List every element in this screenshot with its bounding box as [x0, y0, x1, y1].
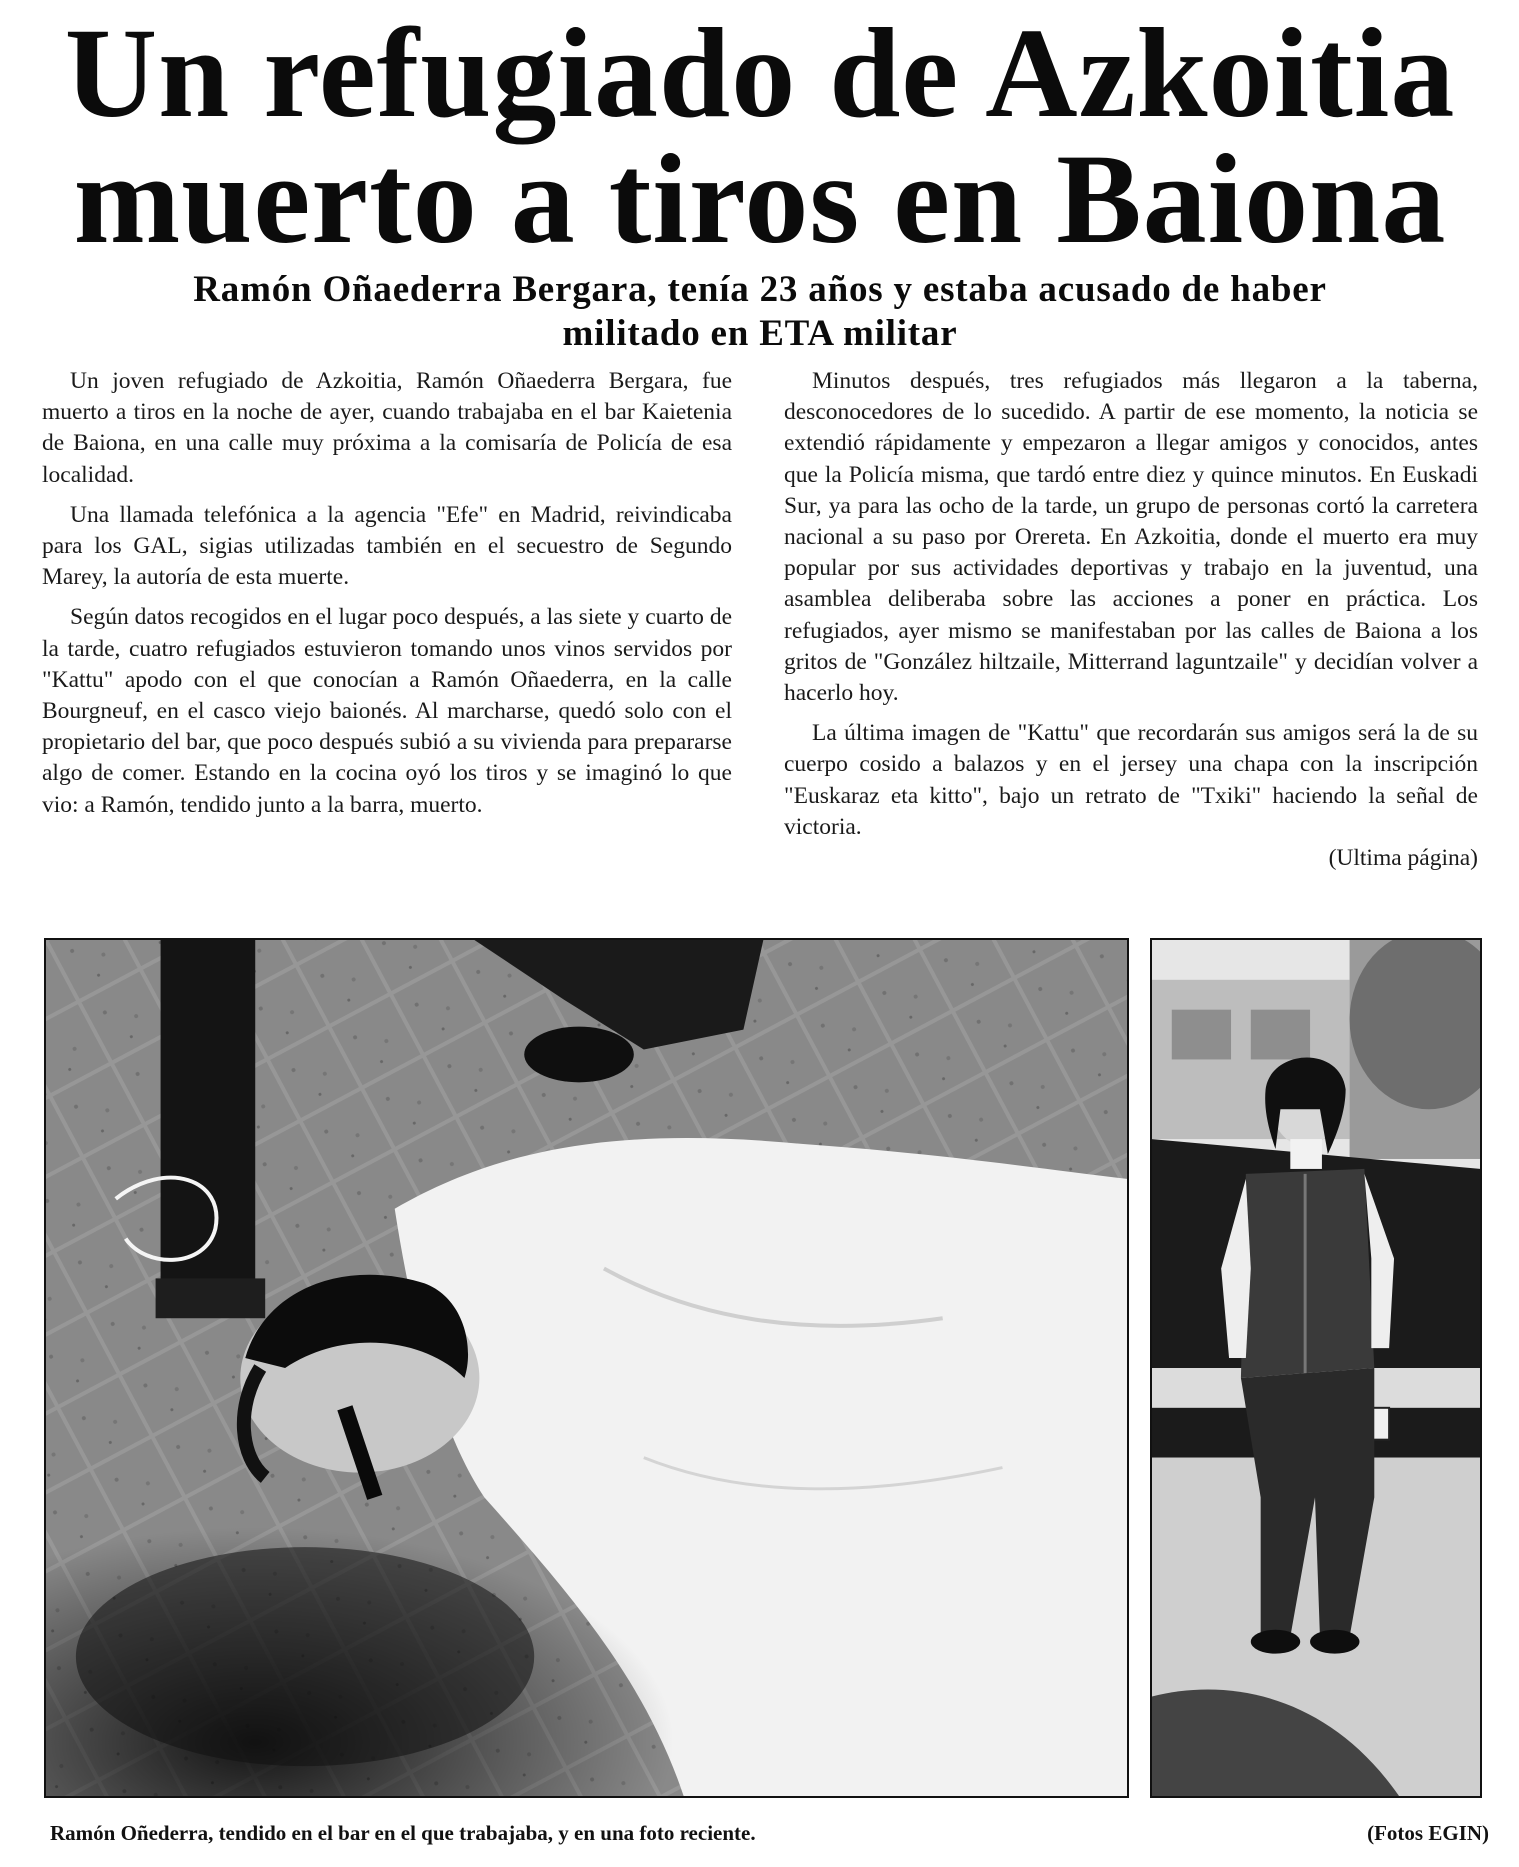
- paragraph: Según datos recogidos en el lugar poco después, a las siete y cuarto de la tarde, cuatro refugiados estuvieron tomando unos vinos servidos por "Kattu" apodo con el que conocían a Ramón Oñaederra, en la calle Bourgneuf, en el casco viejo baionés. Al marcharse, quedó solo con el propietario del bar, que poco después subió a su vivienda para prepararse algo de comer. Estando en la cocina oyó los tiros y se imaginó lo que vio: a Ramón, tendido junto a la barra, muerto.: [42, 604, 732, 818]
- paragraph: La última imagen de "Kattu" que recordarán sus amigos será la de su cuerpo cosido a balazos y en el jersey una chapa con la inscripción "Euskaraz eta kitto", bajo un retrato de "Txiki" haciendo la señal de victoria.: [784, 720, 1478, 840]
- paragraph: Una llamada telefónica a la agencia "Efe" en Madrid, reivindicaba para los GAL, sigias utilizadas también en el secuestro de Segundo Marey, la autoría de esta muerte.: [42, 501, 732, 591]
- paragraph: Minutos después, tres refugiados más llegaron a la taberna, desconocedores de lo sucedido. A partir de ese momento, la noticia se extendió rápidamente y empezaron a llegar amigos y conocidos, antes que la Policía misma, que tardó entre diez y quince minutos. En Euskadi Sur, ya para las ocho de la tarde, un grupo de personas cortó la carretera nacional a su paso por Orereta. En Azkoitia, donde el muerto era muy popular por sus actividades deportivas y trabajo en la juventud, una asamblea deliberaba sobre las acciones a poner en práctica. Los refugiados, ayer mismo se manifestaban por las calles de Baiona a los gritos de "González hiltzaile, Mitterrand laguntzaile" y decidían volver a hacerlo hoy.: [784, 368, 1478, 707]
- photo-crime-scene: [44, 938, 1129, 1798]
- photo-credit: (Fotos EGIN): [1367, 1821, 1489, 1845]
- subheadline-line-1: Ramón Oñaederra Bergara, tenía 23 años y estaba acusado de haber: [193, 269, 1327, 310]
- crime-scene-illustration: [46, 940, 1127, 1796]
- photo-caption: Ramón Oñederra, tendido en el bar en el que trabajaba, y en una foto reciente.: [50, 1821, 756, 1845]
- subheadline-line-2: militado en ETA militar: [562, 313, 958, 354]
- photo-portrait: [1150, 938, 1482, 1798]
- headline: [40, 2, 1480, 270]
- paragraph: Un joven refugiado de Azkoitia, Ramón Oñaederra Bergara, fue muerto a tiros en la noche de ayer, cuando trabajaba en el bar Kaietenia de Baiona, en una calle muy próxima a la comisaría de Policía de esa localidad.: [42, 368, 732, 488]
- headline-line-1: Un refugiado de Azkoitia: [64, 2, 1456, 144]
- subheadline: [40, 268, 1480, 356]
- headline-line-2: muerto a tiros en Baiona: [73, 128, 1447, 270]
- portrait-illustration: [1152, 940, 1480, 1796]
- article-left-column: [42, 366, 732, 821]
- continuation-note: (Ultima página): [1328, 845, 1478, 872]
- article-right-column: [784, 366, 1478, 874]
